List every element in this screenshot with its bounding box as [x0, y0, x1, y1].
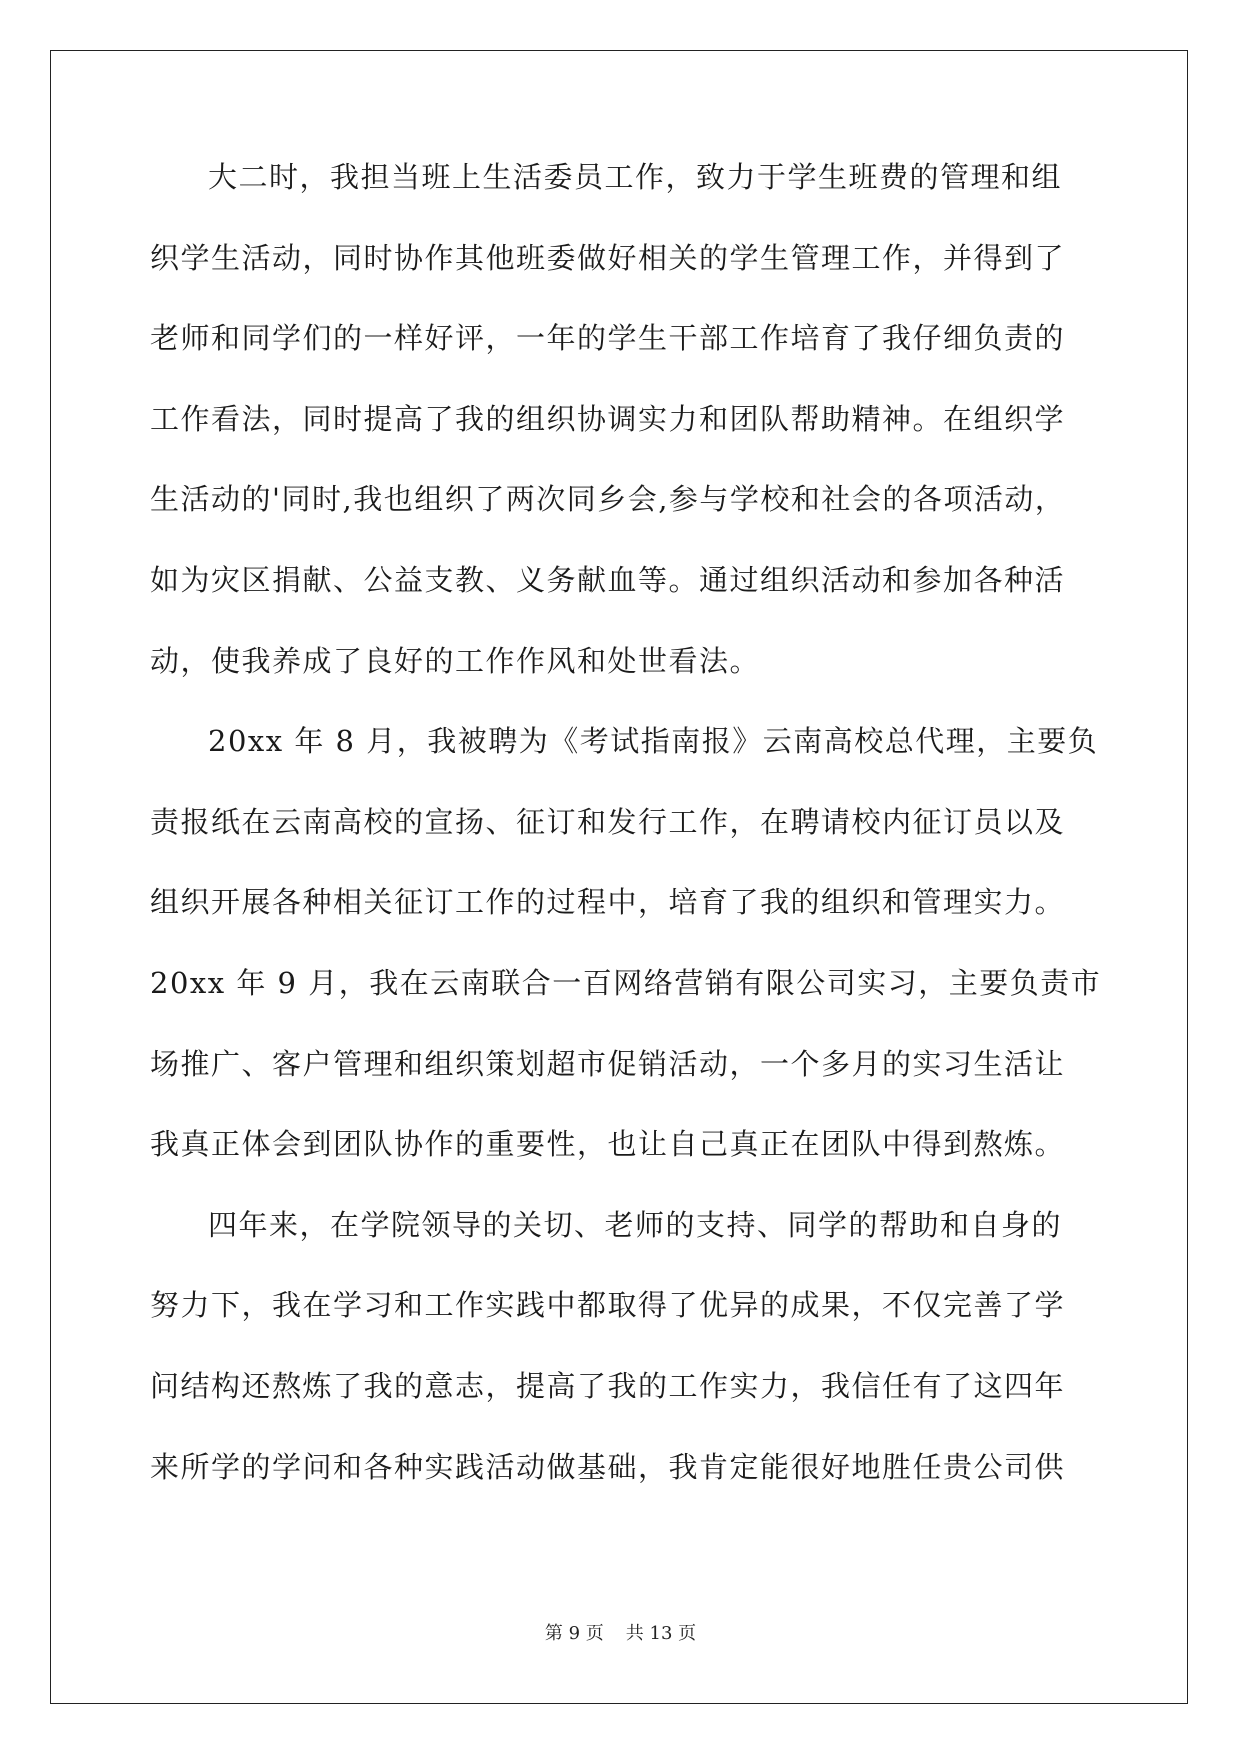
text-line: 来所学的学问和各种实践活动做基础，我肯定能很好地胜任贵公司供 [150, 1449, 1066, 1484]
text-line: 四年来，在学院领导的关切、老师的支持、同学的帮助和自身的 [208, 1207, 1063, 1242]
text-line: 老师和同学们的一样好评，一年的学生干部工作培育了我仔细负责的 [150, 321, 1066, 356]
page-total: 共 13 页 [625, 1623, 697, 1644]
paragraph-3 [150, 1207, 1090, 1486]
text-line: 组织开展各种相关征订工作的过程中，培育了我的组织和管理实力。 [150, 885, 1066, 920]
document-body [150, 159, 1102, 1529]
text-line: 大二时，我担当班上生活委员工作，致力于学生班费的管理和组 [208, 160, 1063, 194]
page-footer [0, 1622, 1241, 1646]
text-line: 织学生活动，同时协作其他班委做好相关的学生管理工作，并得到了 [150, 240, 1066, 275]
paragraph-1 [150, 159, 1090, 680]
text-line: 努力下，我在学习和工作实践中都取得了优异的成果，不仅完善了学 [150, 1288, 1066, 1323]
text-line: 场推广、客户管理和组织策划超市促销活动，一个多月的实习生活让 [150, 1046, 1066, 1081]
text-line: 工作看法，同时提高了我的组织协调实力和团队帮助精神。在组织学 [150, 401, 1066, 436]
text-line: 责报纸在云南高校的宣扬、征订和发行工作，在聘请校内征订员以及 [150, 804, 1066, 839]
text-line: 问结构还熬炼了我的意志，提高了我的工作实力，我信任有了这四年 [150, 1368, 1066, 1403]
page-number: 第 9 页 [544, 1623, 604, 1644]
text-line: 20xx 年 9 月，我在云南联合一百网络营销有限公司实习，主要负责市 [150, 965, 1102, 1000]
text-line: 生活动的'同时,我也组织了两次同乡会,参与学校和社会的各项活动， [150, 482, 1066, 517]
paragraph-2 [150, 723, 1102, 1163]
text-line: 如为灾区捐献、公益支教、义务献血等。通过组织活动和参加各种活 [150, 562, 1066, 597]
text-line: 我真正体会到团队协作的重要性，也让自己真正在团队中得到熬炼。 [150, 1127, 1066, 1162]
text-line: 20xx 年 8 月，我被聘为《考试指南报》云南高校总代理，主要负 [208, 724, 1099, 759]
text-line: 动，使我养成了良好的工作作风和处世看法。 [150, 643, 761, 678]
